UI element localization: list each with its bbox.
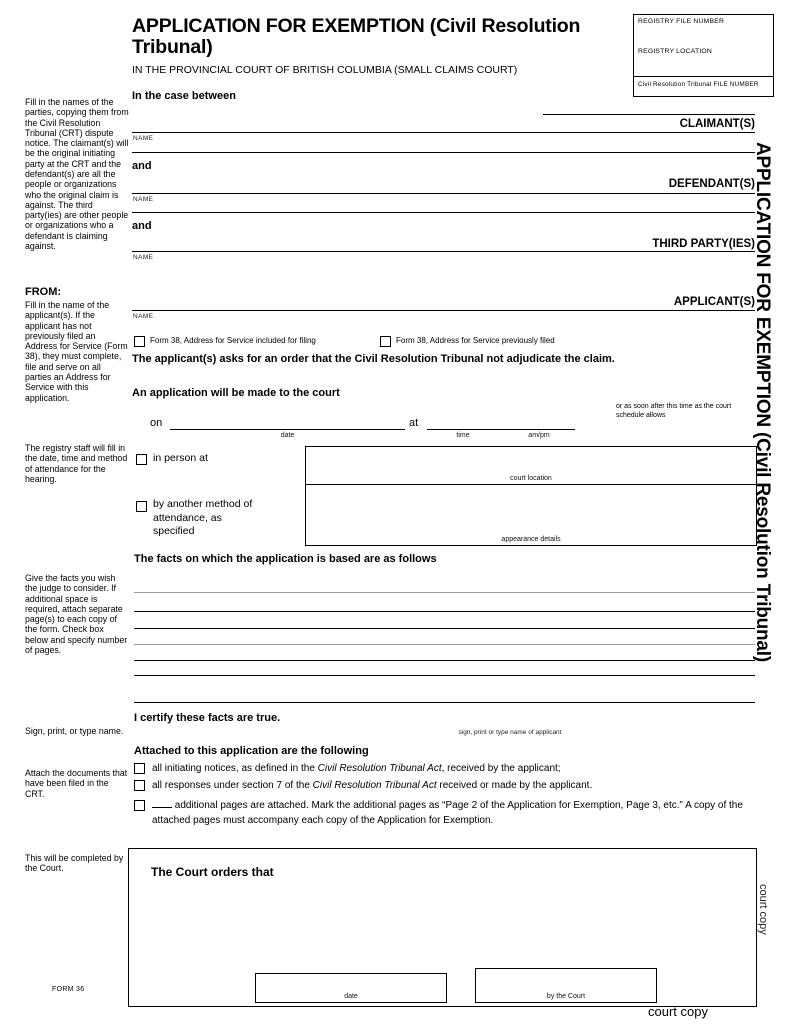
court-location-field[interactable] xyxy=(305,446,757,485)
defendant-name-line[interactable] xyxy=(132,193,755,194)
appearance-details-caption: appearance details xyxy=(501,536,561,543)
registry-box xyxy=(633,14,774,97)
additional-pages-checkbox[interactable] xyxy=(134,800,145,811)
by-the-court-caption: by the Court xyxy=(546,993,586,1000)
signature-caption: sign, print or type name of applicant xyxy=(458,729,562,736)
form38-previously-filed-checkbox[interactable] xyxy=(380,336,391,347)
note-parties: Fill in the names of the parties, copying them from the Civil Resolution Tribunal (CRT) dispute notice. The claimant(s) will be the original initiating party at the CRT and the defendant(s) are all the people or organizations who the original claim is against. The third party(ies) are other people or organizations who a defendant is claiming against. xyxy=(25,97,129,251)
attachments-heading: Attached to this application are the following xyxy=(134,745,369,757)
responses-label xyxy=(152,778,756,793)
appearance-details-field[interactable] xyxy=(305,483,757,546)
court-location-caption: court location xyxy=(510,475,552,482)
item3-text: additional pages are attached. Mark the additional pages as “Page 2 of the Application for Exemption, Page 3, etc.” A copy of the attached pages must accompany each copy of the Application for Exemption. xyxy=(152,800,743,826)
applicant-role-label: APPLICANT(S) xyxy=(673,296,755,308)
order-date-field[interactable] xyxy=(255,973,447,1003)
pages-count-field[interactable] xyxy=(152,798,172,808)
other-method-label: by another method of attendance, as specified xyxy=(153,498,253,538)
court-copy-label: court copy xyxy=(648,1004,708,1019)
crt-file-number-label: Civil Resolution Tribunal FILE NUMBER xyxy=(638,81,759,88)
signature-line[interactable] xyxy=(134,702,755,703)
registry-location-field[interactable] xyxy=(634,45,773,76)
registry-location-label: REGISTRY LOCATION xyxy=(638,48,713,55)
note-court: This will be completed by the Court. xyxy=(25,853,124,874)
ampm-caption: am/pm xyxy=(528,432,550,439)
defendant-name-label: NAME xyxy=(133,196,154,203)
in-person-checkbox[interactable] xyxy=(136,454,147,465)
facts-heading: The facts on which the application is based are as follows xyxy=(134,553,437,565)
facts-line[interactable] xyxy=(134,675,755,676)
request-statement: The applicant(s) asks for an order that the Civil Resolution Tribunal not adjudicate the claim. xyxy=(132,353,615,365)
item1-post: , received by the applicant; xyxy=(441,763,561,774)
claimant-name-line[interactable] xyxy=(132,132,755,133)
by-the-court-field[interactable] xyxy=(475,968,657,1003)
facts-line[interactable] xyxy=(134,611,755,612)
additional-pages-label xyxy=(152,798,756,828)
date-caption: date xyxy=(280,432,295,439)
claimant-role-label: CLAIMANT(S) xyxy=(679,118,755,130)
on-label: on xyxy=(150,417,163,429)
other-method-checkbox[interactable] xyxy=(136,501,147,512)
form-subtitle: IN THE PROVINCIAL COURT OF BRITISH COLUMBIA (SMALL CLAIMS COURT) xyxy=(132,64,518,76)
form38-previously-filed-label: Form 38, Address for Service previously filed xyxy=(396,336,555,345)
and-label-2: and xyxy=(132,220,152,232)
schedule-note: or as soon after this time as the court schedule allows xyxy=(616,403,732,420)
item2-post: received or made by the applicant. xyxy=(436,780,593,791)
hearing-time-field[interactable] xyxy=(427,429,575,430)
form38-included-label: Form 38, Address for Service included for filing xyxy=(150,336,316,345)
in-person-label: in person at xyxy=(153,452,208,464)
order-date-caption: date xyxy=(344,993,358,1000)
note-attach: Attach the documents that have been filed in the CRT. xyxy=(25,768,128,799)
defendant-extra-line[interactable] xyxy=(132,212,755,213)
application-heading: An application will be made to the court xyxy=(132,387,340,399)
facts-line[interactable] xyxy=(134,628,755,629)
side-title-vertical: APPLICATION FOR EXEMPTION (Civil Resolution Tribunal) xyxy=(752,142,773,663)
initiating-notices-label xyxy=(152,761,756,776)
form38-included-checkbox[interactable] xyxy=(134,336,145,347)
applicant-name-line[interactable] xyxy=(132,310,755,311)
registry-file-number-field[interactable] xyxy=(634,15,773,45)
item1-act-name: Civil Resolution Tribunal Act xyxy=(317,763,442,774)
third-party-role-label: THIRD PARTY(IES) xyxy=(652,238,755,250)
facts-line[interactable] xyxy=(134,660,755,661)
note-from: Fill in the name of the applicant(s). If the applicant has not previously filed an Address for Service (Form 38), they must complete, file and serve on all parties an Address for Service with this application. xyxy=(25,300,128,403)
time-caption: time xyxy=(456,432,470,439)
side-court-copy-label: court copy xyxy=(757,884,769,935)
at-label: at xyxy=(409,417,419,429)
form-title: APPLICATION FOR EXEMPTION (Civil Resolution Tribunal) xyxy=(132,15,581,59)
defendant-role-label: DEFENDANT(S) xyxy=(668,178,755,190)
note-facts: Give the facts you wish the judge to consider. If additional space is required, attach separate page(s) to each copy of the form. Check box below and specify number of pages. xyxy=(25,573,128,655)
crt-file-number-field[interactable] xyxy=(634,76,773,97)
case-between-label: In the case between xyxy=(132,90,236,102)
responses-checkbox[interactable] xyxy=(134,780,145,791)
and-label-1: and xyxy=(132,160,152,172)
court-orders-heading: The Court orders that xyxy=(151,865,274,879)
item2-act-name: Civil Resolution Tribunal Act xyxy=(312,780,437,791)
third-party-name-line[interactable] xyxy=(132,251,755,252)
note-sign: Sign, print, or type name. xyxy=(25,726,124,736)
item2-pre: all responses under section 7 of the xyxy=(152,780,313,791)
claimant-name-label: NAME xyxy=(133,135,154,142)
form-number: FORM 36 xyxy=(52,986,85,993)
claimant-extra-line[interactable] xyxy=(132,152,755,153)
item1-pre: all initiating notices, as defined in the xyxy=(152,763,318,774)
facts-line[interactable] xyxy=(134,644,755,645)
claimant-top-rule xyxy=(543,114,755,115)
court-order-box[interactable] xyxy=(128,848,757,1007)
initiating-notices-checkbox[interactable] xyxy=(134,763,145,774)
from-heading: FROM: xyxy=(25,286,62,298)
certify-statement: I certify these facts are true. xyxy=(134,712,281,724)
third-party-name-label: NAME xyxy=(133,254,154,261)
hearing-date-field[interactable] xyxy=(170,429,405,430)
registry-file-number-label: REGISTRY FILE NUMBER xyxy=(638,18,725,25)
note-registry-staff: The registry staff will fill in the date, time and method of attendance for the hearing. xyxy=(25,443,128,484)
applicant-name-label: NAME xyxy=(133,313,154,320)
facts-line[interactable] xyxy=(134,592,755,593)
